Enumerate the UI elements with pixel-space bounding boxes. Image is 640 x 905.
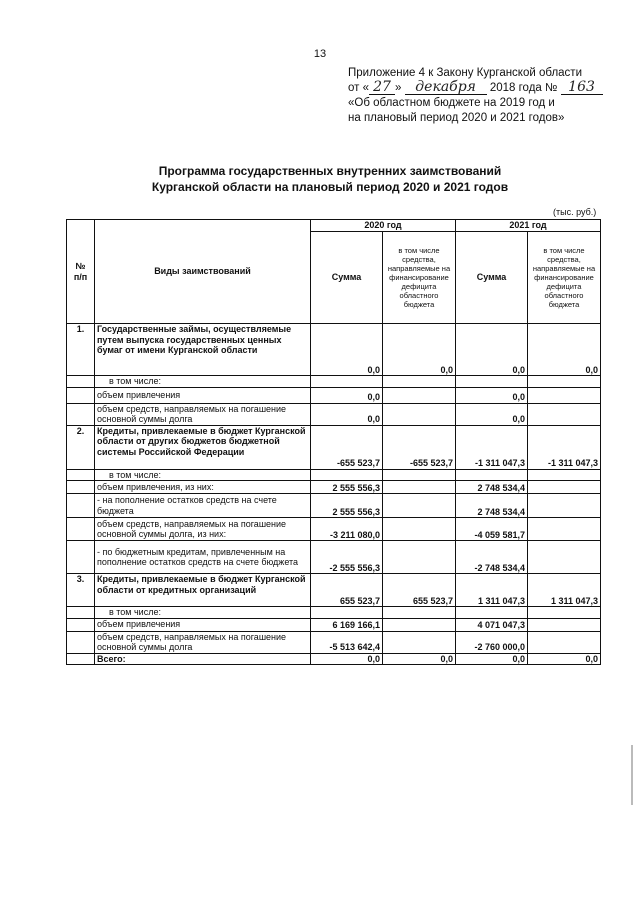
sub-label: объем привлечения, из них: bbox=[95, 481, 311, 494]
sub-label: объем привлечения bbox=[95, 618, 311, 631]
value-cell: 2 748 534,4 bbox=[456, 494, 528, 518]
total-row bbox=[67, 653, 601, 665]
appendix-year: 2018 года № bbox=[489, 82, 558, 94]
header-year-2020: 2020 год bbox=[311, 220, 456, 232]
value-cell: 2 555 556,3 bbox=[311, 481, 383, 494]
row-number: 3. bbox=[67, 574, 95, 607]
value-cell: 655 523,7 bbox=[383, 574, 456, 607]
handwritten-month: декабря bbox=[405, 81, 487, 95]
value-cell: 0,0 bbox=[311, 324, 383, 376]
table-row bbox=[67, 631, 601, 653]
page-number: 13 bbox=[313, 48, 327, 60]
value-cell: 0,0 bbox=[311, 653, 383, 665]
sub-label: объем средств, направляемых на погашение основной суммы долга bbox=[95, 403, 311, 425]
value-cell: 0,0 bbox=[311, 387, 383, 403]
table-row bbox=[67, 574, 601, 607]
sub-label: - по бюджетным кредитам, привлеченным на пополнение остатков средств на счете бюджета bbox=[95, 541, 311, 574]
row-title: Кредиты, привлекаемые в бюджет Курганской области от кредитных организаций bbox=[95, 574, 311, 607]
sub-label: объем привлечения bbox=[95, 387, 311, 403]
sub-label: объем средств, направляемых на погашение основной суммы долга bbox=[95, 631, 311, 653]
row-number: 1. bbox=[67, 324, 95, 376]
value-cell: -655 523,7 bbox=[311, 425, 383, 469]
table-row bbox=[67, 481, 601, 494]
handwritten-number: 163 bbox=[561, 81, 603, 95]
value-cell: 6 169 166,1 bbox=[311, 618, 383, 631]
value-cell: 655 523,7 bbox=[311, 574, 383, 607]
including-label: в том числе: bbox=[95, 469, 311, 481]
value-cell: 0,0 bbox=[456, 387, 528, 403]
row-title: Государственные займы, осуществляемые путем выпуска государственных ценных бумаг от имени Курганской области bbox=[95, 324, 311, 376]
header-number: № п/п bbox=[67, 220, 95, 324]
including-label: в том числе: bbox=[95, 376, 311, 388]
value-cell: 1 311 047,3 bbox=[528, 574, 601, 607]
units-label: (тыс. руб.) bbox=[553, 207, 597, 217]
table-row bbox=[67, 518, 601, 541]
value-cell: 0,0 bbox=[528, 653, 601, 665]
value-cell: -2 748 534,4 bbox=[456, 541, 528, 574]
value-cell: -4 059 581,7 bbox=[456, 518, 528, 541]
value-cell: -5 513 642,4 bbox=[311, 631, 383, 653]
total-label: Всего: bbox=[95, 653, 311, 665]
appendix-line-1: Приложение 4 к Закону Курганской области bbox=[348, 67, 582, 79]
table-row bbox=[67, 607, 601, 619]
appendix-line-3: «Об областном бюджете на 2019 год и bbox=[348, 97, 555, 109]
header-kind: Виды заимствований bbox=[95, 220, 311, 324]
title-line-1: Программа государственных внутренних заимствований bbox=[158, 164, 502, 178]
handwritten-day: 27 bbox=[369, 81, 395, 95]
value-cell: -3 211 080,0 bbox=[311, 518, 383, 541]
value-cell: 0,0 bbox=[456, 653, 528, 665]
value-cell: -1 311 047,3 bbox=[528, 425, 601, 469]
table-row bbox=[67, 425, 601, 469]
value-cell: -1 311 047,3 bbox=[456, 425, 528, 469]
table-row bbox=[67, 387, 601, 403]
sub-label: объем средств, направляемых на погашение основной суммы долга, из них: bbox=[95, 518, 311, 541]
appendix-header bbox=[348, 66, 603, 126]
value-cell: 1 311 047,3 bbox=[456, 574, 528, 607]
header-deficit-2020: в том числе средства, направляемые на финансирование дефицита областного бюджета bbox=[383, 232, 456, 324]
header-year-2021: 2021 год bbox=[456, 220, 601, 232]
title-line-2: Курганской области на плановый период 2020 и 2021 годов bbox=[151, 180, 509, 194]
scan-edge-mark bbox=[631, 745, 633, 805]
value-cell: 0,0 bbox=[528, 324, 601, 376]
row-number: 2. bbox=[67, 425, 95, 469]
value-cell: 0,0 bbox=[383, 324, 456, 376]
value-cell: 0,0 bbox=[456, 324, 528, 376]
table-row bbox=[67, 618, 601, 631]
value-cell: -2 555 556,3 bbox=[311, 541, 383, 574]
value-cell: 2 748 534,4 bbox=[456, 481, 528, 494]
document-title bbox=[0, 163, 640, 195]
value-cell: 0,0 bbox=[311, 403, 383, 425]
row-title: Кредиты, привлекаемые в бюджет Курганской области от других бюджетов бюджетной системы Российской Федерации bbox=[95, 425, 311, 469]
table-row bbox=[67, 469, 601, 481]
table-row bbox=[67, 403, 601, 425]
borrowing-program-table bbox=[66, 219, 601, 665]
including-label: в том числе: bbox=[95, 607, 311, 619]
value-cell: 0,0 bbox=[383, 653, 456, 665]
value-cell: 4 071 047,3 bbox=[456, 618, 528, 631]
table-row bbox=[67, 541, 601, 574]
value-cell: -2 760 000,0 bbox=[456, 631, 528, 653]
header-deficit-2021: в том числе средства, направляемые на финансирование дефицита областного бюджета bbox=[528, 232, 601, 324]
sub-label: - на пополнение остатков средств на счете бюджета bbox=[95, 494, 311, 518]
appendix-ot: от « bbox=[348, 82, 370, 94]
value-cell: 0,0 bbox=[456, 403, 528, 425]
value-cell: -655 523,7 bbox=[383, 425, 456, 469]
table-row bbox=[67, 376, 601, 388]
header-sum-2021: Сумма bbox=[456, 232, 528, 324]
appendix-line-2 bbox=[348, 81, 603, 96]
appendix-line-4: на плановый период 2020 и 2021 годов» bbox=[348, 112, 565, 124]
header-sum-2020: Сумма bbox=[311, 232, 383, 324]
appendix-quote: » bbox=[395, 82, 402, 94]
table-row bbox=[67, 324, 601, 376]
table-row bbox=[67, 494, 601, 518]
value-cell: 2 555 556,3 bbox=[311, 494, 383, 518]
